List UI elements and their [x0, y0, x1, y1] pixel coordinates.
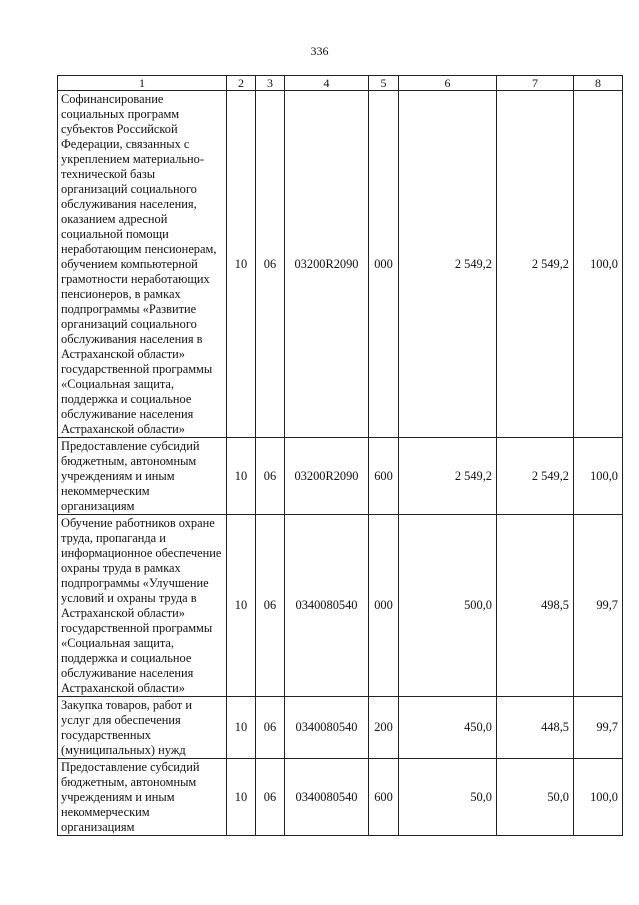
header-cell: 1	[58, 76, 227, 91]
row-description: Обучение работников охране труда, пропаганда и информационное обеспечение охраны труда в рамках подпрограммы «Улучшение условий и охраны труда в Астраханской области» государственной программы «Социальная защита, поддержка и социальное обслуживание населения Астраханской области»	[58, 515, 227, 697]
actual-amount: 2 549,2	[497, 91, 574, 438]
budget-table	[57, 75, 623, 836]
table-row	[58, 515, 623, 697]
table-row	[58, 91, 623, 438]
plan-amount: 50,0	[399, 759, 497, 836]
subsection-code: 06	[256, 91, 285, 438]
execution-percent: 99,7	[574, 515, 623, 697]
actual-amount: 2 549,2	[497, 438, 574, 515]
subsection-code: 06	[256, 759, 285, 836]
section-code: 10	[227, 697, 256, 759]
page-number: 336	[310, 44, 329, 58]
table-row	[58, 438, 623, 515]
plan-amount: 450,0	[399, 697, 497, 759]
table-row	[58, 759, 623, 836]
row-description: Предоставление субсидий бюджетным, автономным учреждениям и иным некоммерческим организациям	[58, 438, 227, 515]
execution-percent: 100,0	[574, 759, 623, 836]
plan-amount: 500,0	[399, 515, 497, 697]
execution-percent: 99,7	[574, 697, 623, 759]
subsection-code: 06	[256, 515, 285, 697]
actual-amount: 498,5	[497, 515, 574, 697]
plan-amount: 2 549,2	[399, 91, 497, 438]
header-cell: 8	[574, 76, 623, 91]
expense-type-code: 000	[369, 91, 399, 438]
target-article-code: 0340080540	[285, 759, 369, 836]
header-cell: 3	[256, 76, 285, 91]
subsection-code: 06	[256, 438, 285, 515]
header-cell: 7	[497, 76, 574, 91]
target-article-code: 03200R2090	[285, 91, 369, 438]
header-cell: 2	[227, 76, 256, 91]
expense-type-code: 600	[369, 438, 399, 515]
row-description: Софинансирование социальных программ субъектов Российской Федерации, связанных с укреплением материально-технической базы организаций социального обслуживания населения, оказанием адресной социальной помощи неработающим пенсионерам, обучением компьютерной грамотности неработающих пенсионеров, в рамках подпрограммы «Развитие организаций социального обслуживания населения в Астраханской области» государственной программы «Социальная защита, поддержка и социальное обслуживание населения Астраханской области»	[58, 91, 227, 438]
expense-type-code: 000	[369, 515, 399, 697]
actual-amount: 50,0	[497, 759, 574, 836]
actual-amount: 448,5	[497, 697, 574, 759]
section-code: 10	[227, 91, 256, 438]
section-code: 10	[227, 515, 256, 697]
header-cell: 5	[369, 76, 399, 91]
header-cell: 6	[399, 76, 497, 91]
execution-percent: 100,0	[574, 438, 623, 515]
section-code: 10	[227, 759, 256, 836]
expense-type-code: 600	[369, 759, 399, 836]
section-code: 10	[227, 438, 256, 515]
header-row	[58, 76, 623, 91]
target-article-code: 0340080540	[285, 697, 369, 759]
expense-type-code: 200	[369, 697, 399, 759]
execution-percent: 100,0	[574, 91, 623, 438]
table-row	[58, 697, 623, 759]
plan-amount: 2 549,2	[399, 438, 497, 515]
subsection-code: 06	[256, 697, 285, 759]
target-article-code: 03200R2090	[285, 438, 369, 515]
row-description: Закупка товаров, работ и услуг для обеспечения государственных (муниципальных) нужд	[58, 697, 227, 759]
row-description: Предоставление субсидий бюджетным, автономным учреждениям и иным некоммерческим организациям	[58, 759, 227, 836]
target-article-code: 0340080540	[285, 515, 369, 697]
header-cell: 4	[285, 76, 369, 91]
